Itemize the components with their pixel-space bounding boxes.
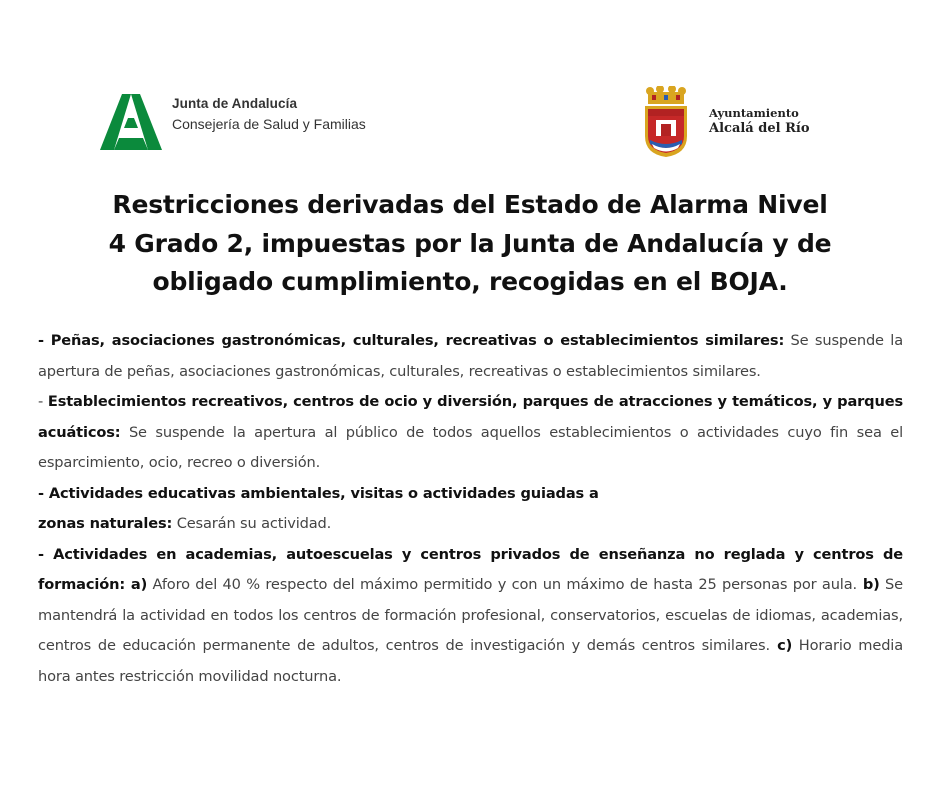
item-label-b: b) <box>856 576 880 593</box>
junta-text-block <box>172 96 366 132</box>
title-line-1: Restricciones derivadas del Estado de Alarma Nivel <box>112 190 828 219</box>
coat-of-arms-icon <box>642 86 690 158</box>
restriction-item-penas <box>38 326 903 387</box>
item-heading: Actividades educativas ambientales, visitas o actividades guiadas a <box>48 484 599 502</box>
restriction-item-establecimientos <box>38 387 903 479</box>
item-prefix: - <box>38 332 51 349</box>
restriction-item-actividades-ambientales <box>38 479 903 540</box>
item-prefix: - <box>38 393 48 410</box>
title-line-3: obligado cumplimiento, recogidas en el BOJA. <box>152 267 788 296</box>
restriction-item-academias <box>38 540 903 693</box>
restrictions-list <box>38 326 903 692</box>
ayuntamiento-label: Ayuntamiento <box>709 106 799 120</box>
item-text: Se suspende la apertura al público de todos aquellos establecimientos o actividades cuyo fin sea el esparcimiento, ocio, recreo o diversión. <box>38 423 903 471</box>
item-heading: Peñas, asociaciones gastronómicas, culturales, recreativas o establecimientos similares: <box>50 332 785 349</box>
junta-andalucia-logo-icon <box>100 92 162 152</box>
item-heading: Actividades en academias, autoescuelas y centros privados de enseñanza no reglada y centros de formación: <box>38 545 904 593</box>
item-text-b: Se mantendrá la actividad en todos los centros de formación profesional, conservatorios, escuelas de idiomas, academias, centros de educación permanente de adultos, centros de investigación y demás centros similares. <box>38 576 903 654</box>
item-text-a: Aforo del 40 % respecto del máximo permitido y con un máximo de hasta 25 personas por aula. <box>147 576 857 593</box>
item-text: Cesarán su actividad. <box>172 515 332 532</box>
municipality-name: Alcalá del Río <box>709 121 810 136</box>
consejeria-name: Consejería de Salud y Familias <box>172 116 366 132</box>
item-prefix: - <box>38 484 49 502</box>
page-title <box>60 186 880 302</box>
item-label-c: c) <box>769 637 793 654</box>
item-text-c: Horario media hora antes restricción movilidad nocturna. <box>38 637 903 685</box>
item-heading-cont: zonas naturales: <box>38 515 173 532</box>
item-text: Se suspende la apertura de peñas, asociaciones gastronómicas, culturales, recreativas o establecimientos similares. <box>38 332 903 380</box>
item-prefix: - <box>38 545 54 563</box>
header <box>0 0 940 170</box>
junta-name: Junta de Andalucía <box>172 96 298 111</box>
item-label-a: a) <box>125 576 148 593</box>
ayuntamiento-text-block <box>709 106 810 136</box>
title-line-2: 4 Grado 2, impuestas por la Junta de Andalucía y de <box>108 228 832 258</box>
item-heading: Establecimientos recreativos, centros de ocio y diversión, parques de atracciones y temáticos, y parques acuáticos: <box>38 393 904 441</box>
